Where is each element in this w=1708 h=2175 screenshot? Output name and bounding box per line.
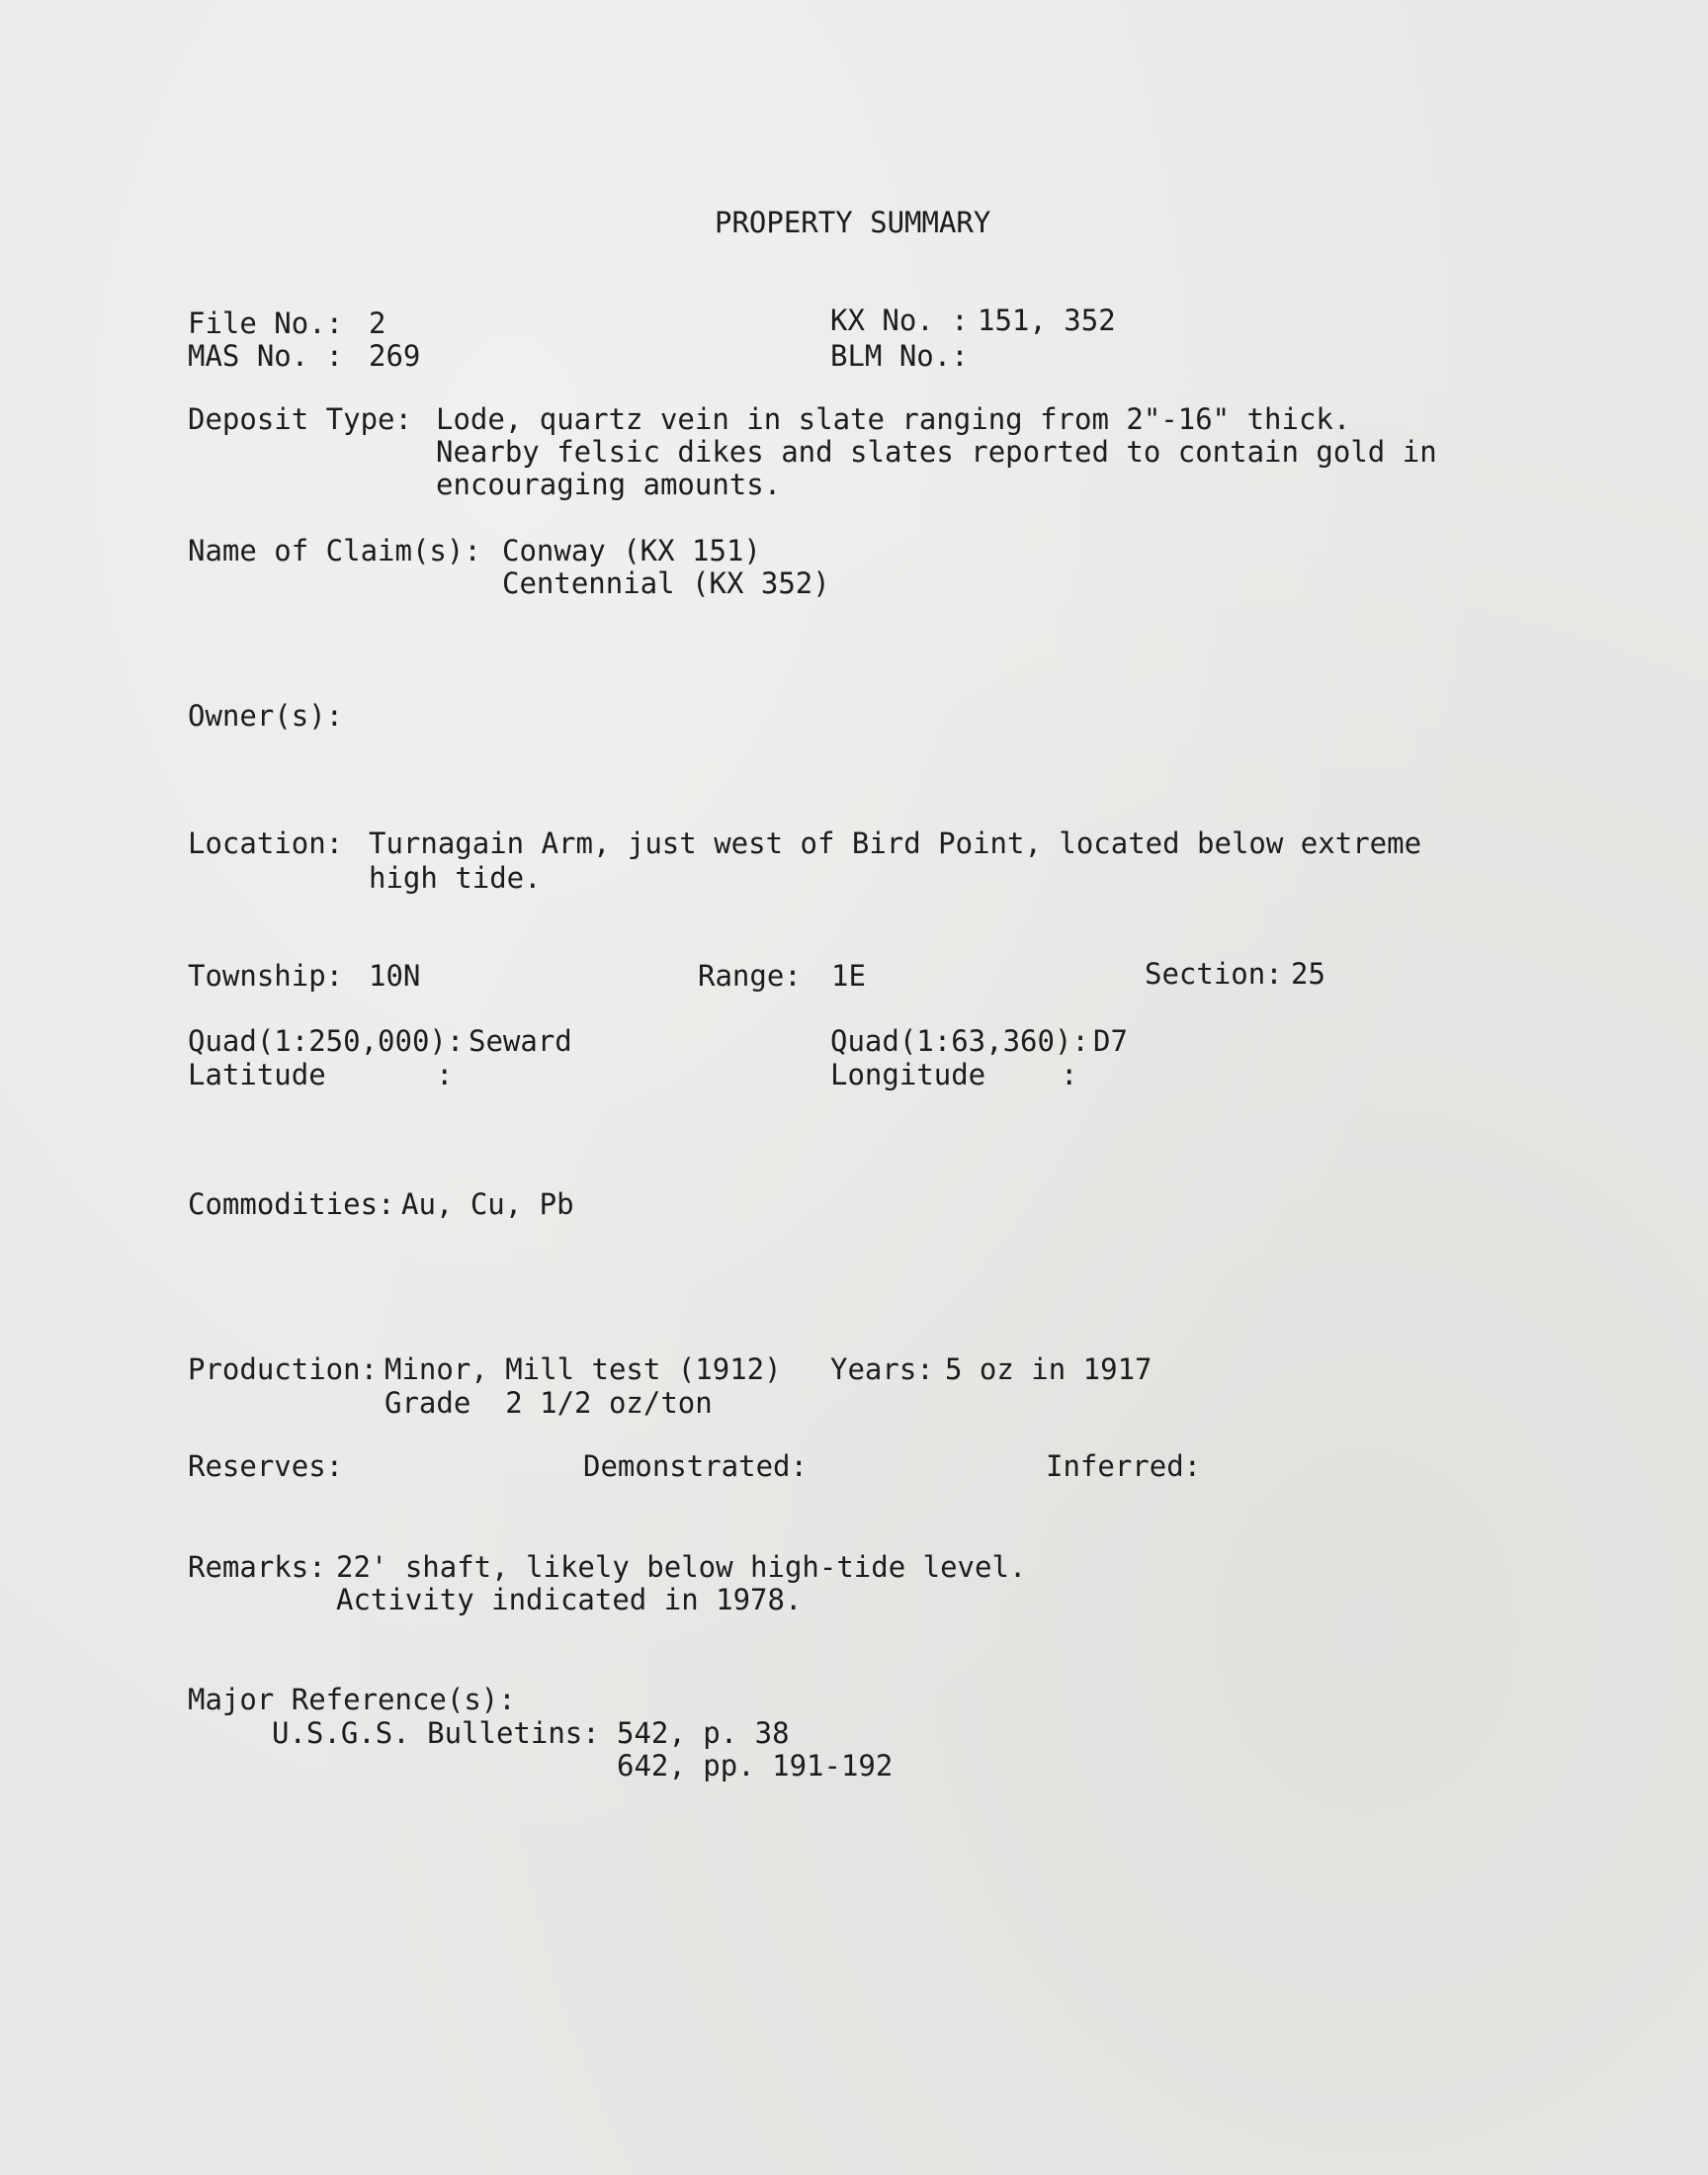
remarks-label: Remarks:: [188, 1550, 326, 1584]
location-line: Turnagain Arm, just west of Bird Point, located below extreme: [369, 826, 1422, 860]
references-sublabel: U.S.G.S. Bulletins:: [272, 1716, 600, 1750]
claim-name: Centennial (KX 352): [502, 566, 830, 600]
reference-entry: 642, pp. 191-192: [617, 1749, 894, 1783]
file-no-value: 2: [369, 306, 386, 340]
blm-no-label: BLM No.:: [830, 339, 969, 373]
claim-name: Conway (KX 151): [502, 534, 761, 567]
mas-no-label: MAS No. :: [188, 339, 344, 373]
longitude-label: Longitude: [830, 1058, 986, 1091]
longitude-sep: :: [1061, 1058, 1078, 1091]
deposit-type-label: Deposit Type:: [188, 402, 412, 436]
location-label: Location:: [188, 826, 344, 860]
latitude-label: Latitude: [188, 1058, 326, 1091]
years-value: 5 oz in 1917: [945, 1352, 1153, 1386]
commodities-label: Commodities:: [188, 1187, 395, 1221]
references-label: Major Reference(s):: [188, 1683, 516, 1716]
file-no-label: File No.:: [188, 306, 344, 340]
range-value: 1E: [831, 959, 866, 993]
township-value: 10N: [369, 959, 421, 993]
reference-entry: 542, p. 38: [617, 1716, 790, 1750]
section-value: 25: [1291, 957, 1325, 991]
remarks-line: Activity indicated in 1978.: [336, 1583, 803, 1616]
production-label: Production:: [188, 1352, 379, 1386]
quad-63-label: Quad(1:63,360):: [830, 1024, 1089, 1058]
kx-no-label: KX No. :: [830, 304, 969, 337]
production-grade: Grade 2 1/2 oz/ton: [384, 1386, 713, 1420]
claims-label: Name of Claim(s):: [188, 534, 481, 567]
deposit-type-line: encouraging amounts.: [436, 468, 782, 501]
deposit-type-line: Lode, quartz vein in slate ranging from 2"-16" thick.: [436, 402, 1351, 436]
kx-no-value: 151, 352: [978, 304, 1116, 337]
years-label: Years:: [830, 1352, 934, 1386]
section-label: Section:: [1145, 957, 1283, 991]
production-value: Minor, Mill test (1912): [384, 1352, 782, 1386]
mas-no-value: 269: [369, 339, 421, 373]
quad-250-value: Seward: [469, 1024, 572, 1058]
commodities-value: Au, Cu, Pb: [401, 1187, 574, 1221]
quad-63-value: D7: [1093, 1024, 1128, 1058]
location-line: high tide.: [369, 861, 542, 895]
range-label: Range:: [698, 959, 802, 993]
inferred-label: Inferred:: [1046, 1449, 1202, 1483]
deposit-type-line: Nearby felsic dikes and slates reported to contain gold in: [436, 435, 1437, 469]
reserves-label: Reserves:: [188, 1449, 344, 1483]
quad-250-label: Quad(1:250,000):: [188, 1024, 465, 1058]
demonstrated-label: Demonstrated:: [583, 1449, 808, 1483]
page-title: PROPERTY SUMMARY: [715, 206, 991, 239]
remarks-line: 22' shaft, likely below high-tide level.: [336, 1550, 1027, 1584]
latitude-sep: :: [436, 1058, 454, 1091]
owners-label: Owner(s):: [188, 699, 344, 733]
township-label: Township:: [188, 959, 344, 993]
